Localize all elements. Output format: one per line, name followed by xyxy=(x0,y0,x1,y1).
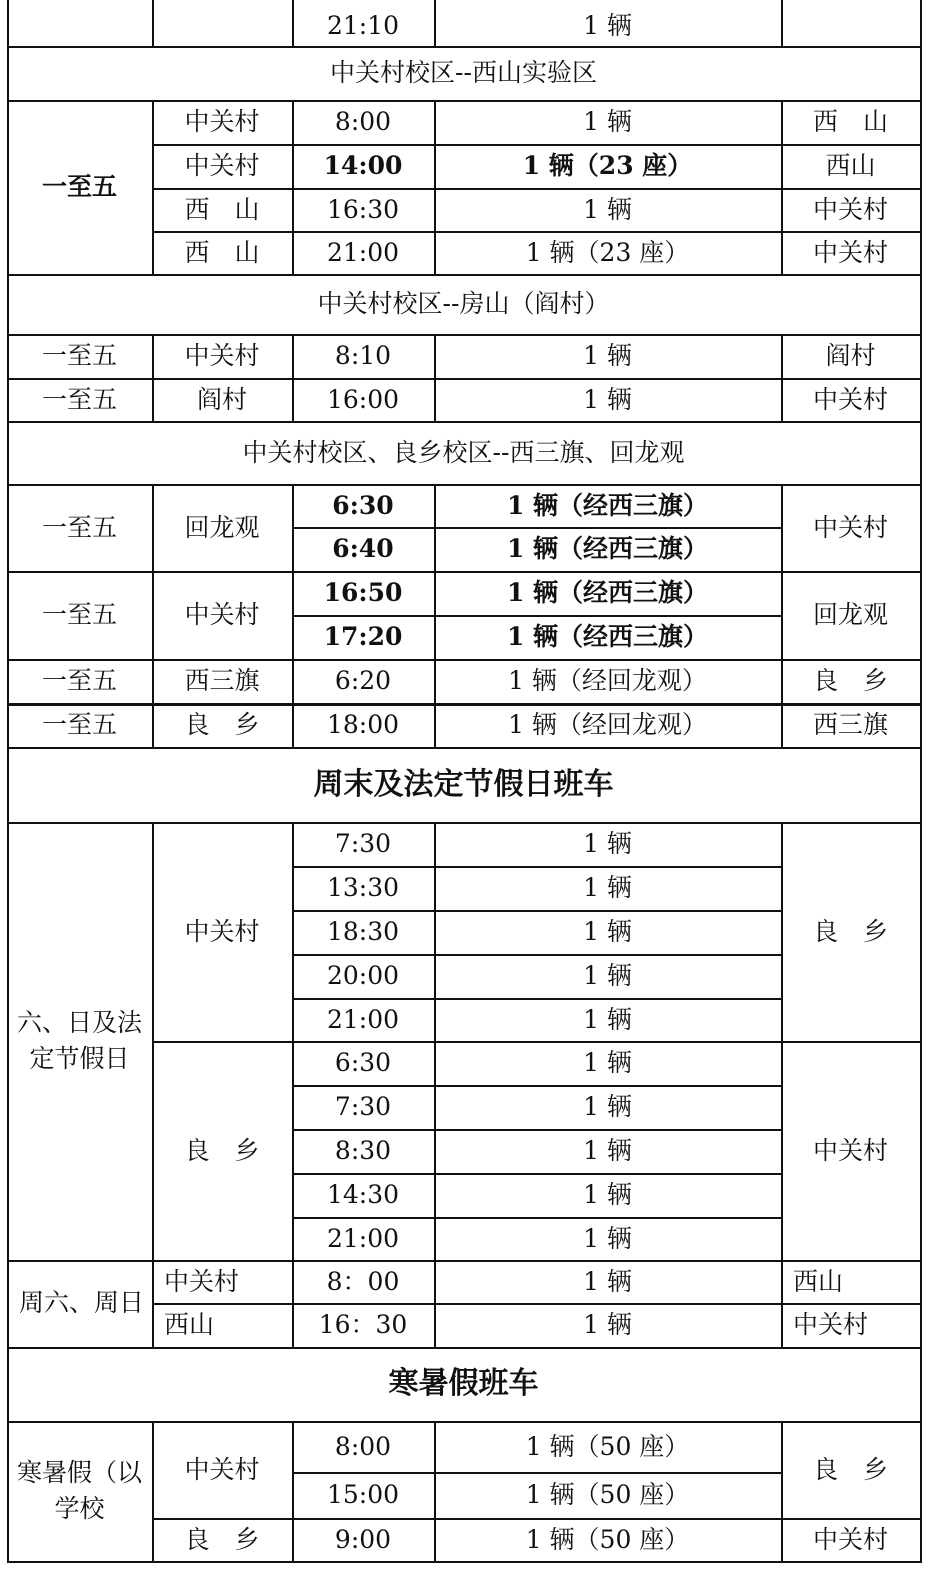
bus-cell: 1 辆（经西三旗） xyxy=(506,622,709,651)
origin-cell: 中关村 xyxy=(184,600,260,629)
origin-cell: 中关村 xyxy=(184,916,260,946)
origin-cell: 回龙观 xyxy=(184,512,260,542)
destination-cell: 中关村 xyxy=(812,512,888,542)
origin-cell: 中关村 xyxy=(184,151,260,180)
bus-cell: 1 辆 xyxy=(583,1004,632,1034)
time-cell: 15:00 xyxy=(326,1480,400,1509)
destination-cell: 良 乡 xyxy=(812,916,888,946)
day-cell: 六、日及法定节假日 xyxy=(16,1007,142,1073)
day-cell: 周六、周日 xyxy=(19,1288,145,1318)
day-cell: 一至五 xyxy=(41,512,117,542)
destination-cell: 中关村 xyxy=(812,1135,888,1165)
destination-cell: 中关村 xyxy=(793,1310,869,1339)
bus-cell: 1 辆（50 座） xyxy=(525,1480,690,1509)
origin-cell: 西山 xyxy=(164,1310,215,1339)
day-cell: 寒暑假（以学校 xyxy=(16,1457,142,1523)
bus-cell: 1 辆（23 座） xyxy=(525,237,690,267)
bus-cell: 1 辆（经西三旗） xyxy=(506,534,709,563)
destination-cell: 阎村 xyxy=(825,341,876,370)
time-cell: 14:00 xyxy=(323,151,403,180)
time-cell: 21:00 xyxy=(326,1223,400,1253)
time-cell: 8:00 xyxy=(334,1431,392,1461)
time-cell: 8:30 xyxy=(334,1136,392,1165)
bus-cell: 1 辆（经回龙观） xyxy=(508,710,707,739)
destination-cell: 西 山 xyxy=(812,107,888,136)
day-cell: 一至五 xyxy=(41,600,117,629)
time-cell: 17:20 xyxy=(323,622,403,651)
grid-line xyxy=(781,0,783,46)
section-title: 中关村校区、良乡校区--西三旗、回龙观 xyxy=(242,437,685,467)
origin-cell: 良 乡 xyxy=(184,710,260,739)
section-title: 中关村校区--房山（阎村） xyxy=(317,289,610,318)
bus-cell: 1 辆 xyxy=(583,1136,632,1165)
bus-cell: 1 辆 xyxy=(583,1048,632,1077)
origin-cell: 阎村 xyxy=(196,384,247,414)
time-cell: 14:30 xyxy=(326,1180,400,1209)
origin-cell: 西 山 xyxy=(184,237,260,267)
time-cell: 16:30 xyxy=(326,194,400,224)
bus-cell: 1 辆（50 座） xyxy=(525,1524,690,1554)
bus-cell: 1 辆 xyxy=(583,873,632,902)
time-cell: 21:10 xyxy=(326,11,400,40)
time-cell: 16：30 xyxy=(318,1310,408,1339)
destination-cell: 西山 xyxy=(825,151,876,180)
grid-line xyxy=(152,0,154,46)
origin-cell: 中关村 xyxy=(164,1266,240,1296)
day-cell: 一至五 xyxy=(41,710,117,739)
time-cell: 8：00 xyxy=(326,1266,400,1296)
time-cell: 6:30 xyxy=(332,490,394,520)
bus-cell: 1 辆 xyxy=(583,917,632,946)
bus-cell: 1 辆 xyxy=(583,961,632,990)
time-cell: 13:30 xyxy=(326,873,400,902)
origin-cell: 中关村 xyxy=(184,1454,260,1484)
day-cell: 一至五 xyxy=(41,666,117,695)
destination-cell: 回龙观 xyxy=(812,600,888,629)
destination-cell: 良 乡 xyxy=(812,666,888,695)
time-cell: 7:30 xyxy=(334,1092,392,1121)
time-cell: 9:00 xyxy=(334,1524,392,1554)
destination-cell: 良 乡 xyxy=(812,1454,888,1484)
grid-line xyxy=(7,1561,922,1563)
bus-cell: 1 辆（23 座） xyxy=(522,151,693,180)
bus-cell: 1 辆（50 座） xyxy=(525,1431,690,1461)
time-cell: 21:00 xyxy=(326,1004,400,1034)
section-title: 中关村校区--西山实验区 xyxy=(330,58,597,87)
time-cell: 6:20 xyxy=(334,666,392,695)
bus-cell: 1 辆 xyxy=(583,1092,632,1121)
bus-cell: 1 辆 xyxy=(583,341,632,370)
time-cell: 16:50 xyxy=(323,578,403,607)
bus-cell: 1 辆 xyxy=(583,11,632,40)
day-cell: 一至五 xyxy=(41,172,117,201)
bus-cell: 1 辆 xyxy=(583,194,632,224)
time-cell: 18:30 xyxy=(326,917,400,946)
grid-line xyxy=(920,0,922,1563)
bus-cell: 1 辆 xyxy=(583,1180,632,1209)
origin-cell: 中关村 xyxy=(184,341,260,370)
bus-cell: 1 辆（经西三旗） xyxy=(506,578,709,607)
time-cell: 18:00 xyxy=(326,710,400,739)
bus-cell: 1 辆 xyxy=(583,1310,632,1339)
destination-cell: 西三旗 xyxy=(812,710,888,739)
time-cell: 6:30 xyxy=(334,1048,392,1077)
destination-cell: 中关村 xyxy=(812,237,888,267)
bus-cell: 1 辆 xyxy=(583,1266,632,1296)
day-cell: 一至五 xyxy=(41,384,117,414)
destination-cell: 西山 xyxy=(793,1266,844,1296)
bus-cell: 1 辆（经西三旗） xyxy=(506,490,709,520)
destination-cell: 中关村 xyxy=(812,194,888,224)
origin-cell: 良 乡 xyxy=(184,1135,260,1165)
day-cell: 一至五 xyxy=(41,341,117,370)
origin-cell: 西 山 xyxy=(184,194,260,224)
bus-cell: 1 辆 xyxy=(583,107,632,136)
time-cell: 7:30 xyxy=(334,829,392,858)
section-heading: 周末及法定节假日班车 xyxy=(313,766,614,802)
bus-cell: 1 辆（经回龙观） xyxy=(508,666,707,695)
bus-cell: 1 辆 xyxy=(583,829,632,858)
time-cell: 8:00 xyxy=(334,107,392,136)
time-cell: 8:10 xyxy=(334,341,392,370)
time-cell: 16:00 xyxy=(326,384,400,414)
bus-cell: 1 辆 xyxy=(583,384,632,414)
origin-cell: 西三旗 xyxy=(184,666,260,695)
destination-cell: 中关村 xyxy=(812,384,888,414)
bus-cell: 1 辆 xyxy=(583,1223,632,1253)
section-heading: 寒暑假班车 xyxy=(388,1366,539,1401)
time-cell: 6:40 xyxy=(332,534,394,563)
destination-cell: 中关村 xyxy=(812,1524,888,1554)
time-cell: 20:00 xyxy=(326,961,400,990)
time-cell: 21:00 xyxy=(326,237,400,267)
origin-cell: 良 乡 xyxy=(184,1524,260,1554)
origin-cell: 中关村 xyxy=(184,107,260,136)
